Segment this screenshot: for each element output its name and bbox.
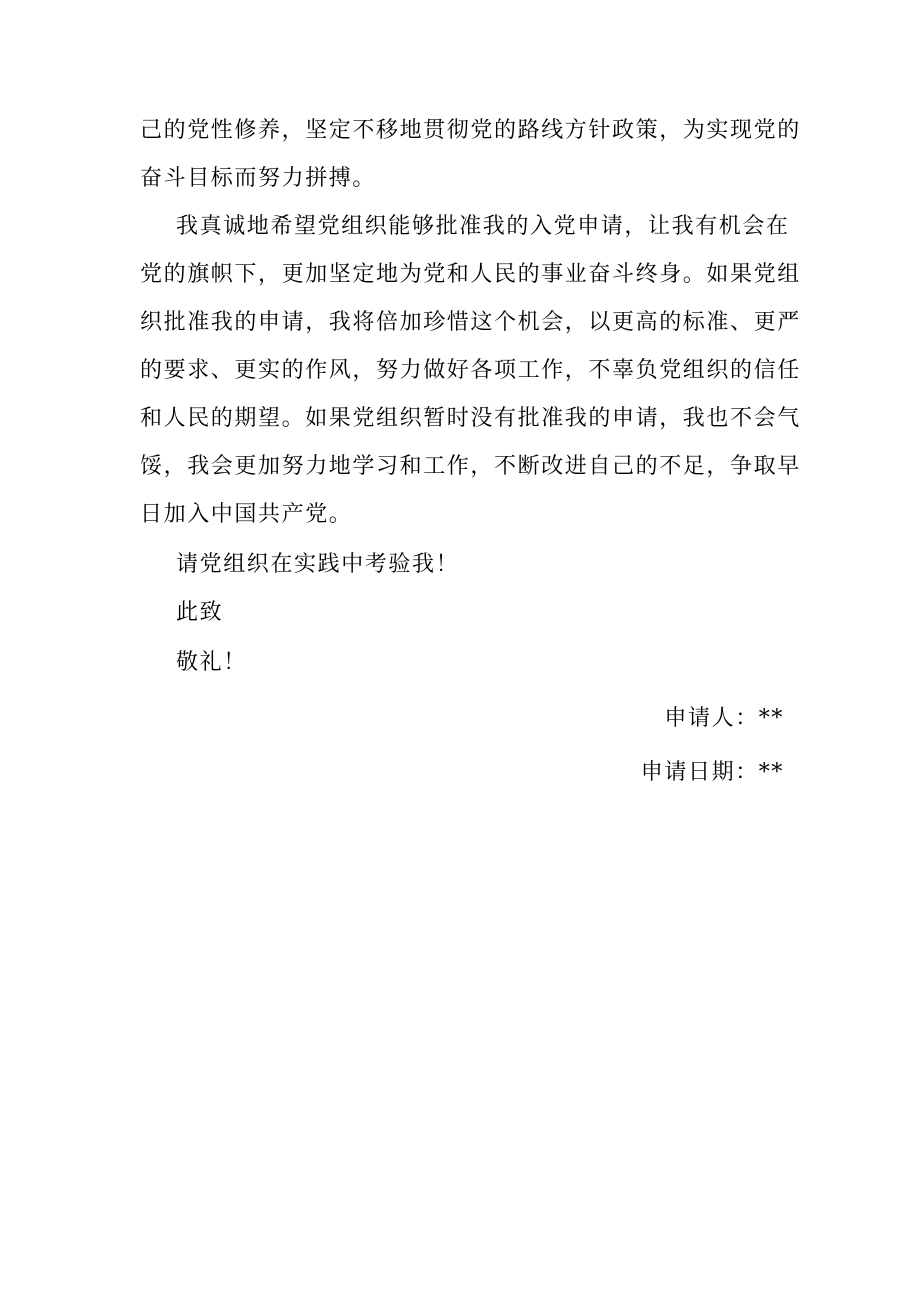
paragraph2-line-4: 的要求、更实的作风，努力做好各项工作，不辜负党组织的信任 bbox=[140, 358, 801, 383]
signature-date: 申请日期：** bbox=[640, 760, 784, 785]
paragraph2-line-3: 织批准我的申请，我将倍加珍惜这个机会，以更高的标准、更严 bbox=[140, 310, 801, 335]
paragraph2-line-5: 和人民的期望。如果党组织暂时没有批准我的申请，我也不会气 bbox=[140, 406, 801, 431]
signature-applicant: 申请人：** bbox=[664, 706, 784, 731]
salutation-jing-li: 敬礼！ bbox=[176, 650, 247, 675]
closing-request: 请党组织在实践中考验我！ bbox=[176, 552, 460, 577]
paragraph2-line-1: 我真诚地希望党组织能够批准我的入党申请，让我有机会在 bbox=[176, 214, 790, 239]
paragraph1-line-1: 己的党性修养，坚定不移地贯彻党的路线方针政策，为实现党的 bbox=[140, 118, 801, 143]
paragraph2-line-6: 馁，我会更加努力地学习和工作，不断改进自己的不足，争取早 bbox=[140, 454, 801, 479]
paragraph2-line-2: 党的旗帜下，更加坚定地为党和人民的事业奋斗终身。如果党组 bbox=[140, 262, 801, 287]
paragraph2-line-7: 日加入中国共产党。 bbox=[140, 502, 353, 527]
salutation-ci-zhi: 此致 bbox=[176, 600, 224, 625]
paragraph1-line-2: 奋斗目标而努力拼搏。 bbox=[140, 166, 377, 191]
